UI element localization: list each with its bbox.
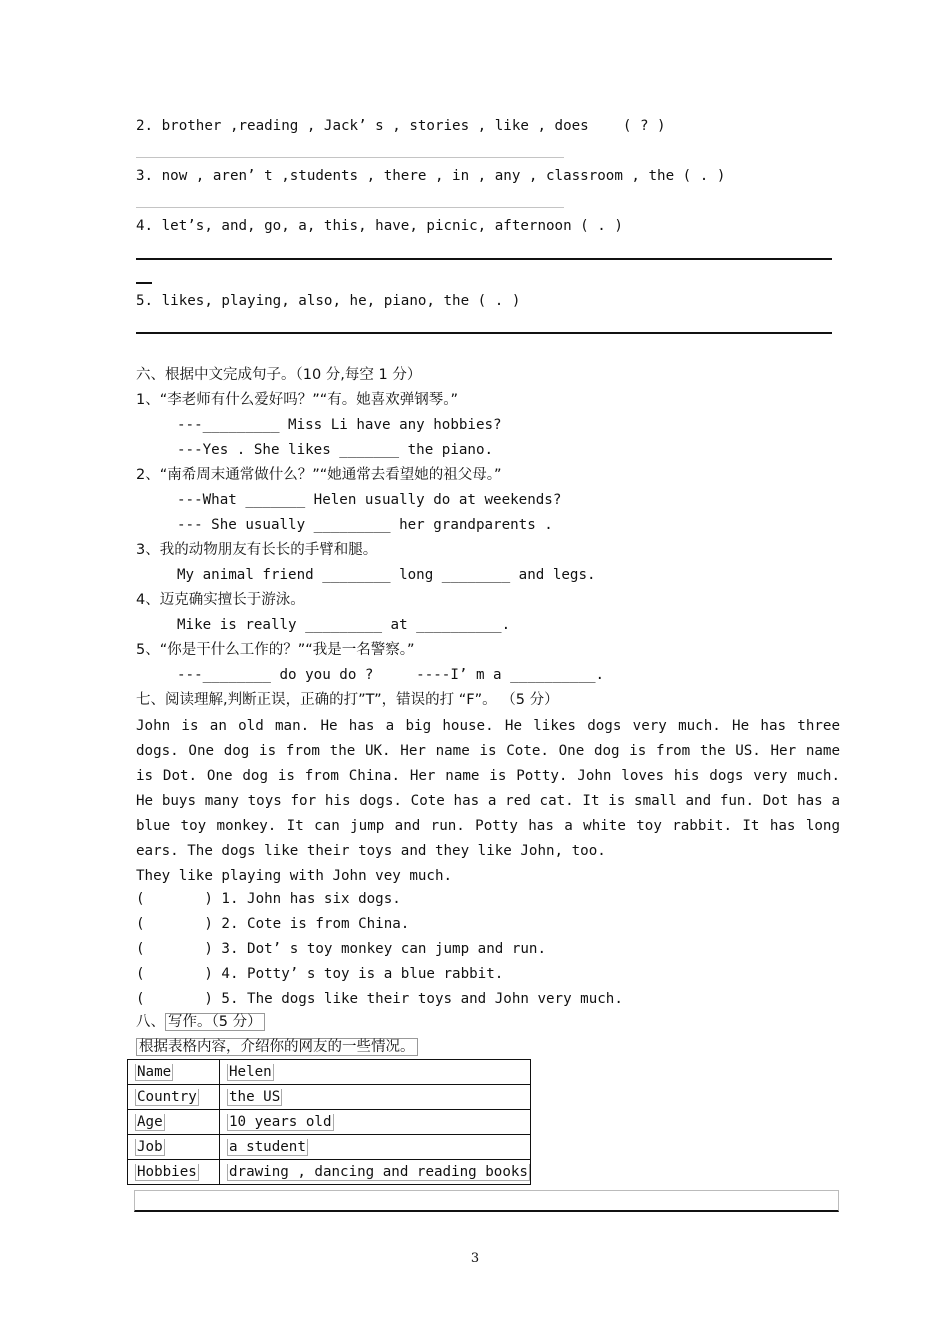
q2-line2: --- She usually _________ her grandparents . xyxy=(177,517,553,533)
table-row xyxy=(128,1110,531,1135)
value-text: Helen xyxy=(229,1064,272,1080)
section8-heading: 写作。（5 分） xyxy=(165,1013,265,1031)
table-key xyxy=(128,1060,220,1085)
section8-number: 八、 xyxy=(136,1014,165,1030)
table-key xyxy=(128,1160,220,1185)
tf-question-2: ( ) 2. Cote is from China. xyxy=(136,916,410,932)
answer-line-4 xyxy=(136,258,832,260)
q1-line1: ---_________ Miss Li have any hobbies? xyxy=(177,417,502,433)
table-row xyxy=(128,1085,531,1110)
q3-chinese: 3、我的动物朋友有长长的手臂和腿。 xyxy=(136,542,378,558)
section8-title xyxy=(136,1012,265,1032)
sentence-item-2: 2. brother ,reading , Jack’ s , stories , like , does ( ? ) xyxy=(136,118,666,134)
sentence-item-5: 5. likes, playing, also, he, piano, the ( . ) xyxy=(136,293,521,309)
section6-title: 六、根据中文完成句子。（10 分,每空 1 分） xyxy=(136,367,422,383)
q3-line1: My animal friend ________ long ________ and legs. xyxy=(177,567,596,583)
section8-instruction xyxy=(136,1037,418,1057)
q5-line1: ---________ do you do ? ----I’ m a __________. xyxy=(177,667,605,683)
sentence-item-4: 4. let’s, and, go, a, this, have, picnic, afternoon ( . ) xyxy=(136,218,623,234)
answer-line-3 xyxy=(136,207,564,208)
sentence-item-3: 3. now , aren’ t ,students , there , in , any , classroom , the ( . ) xyxy=(136,168,726,184)
key-text: Name xyxy=(137,1064,172,1080)
answer-line-5 xyxy=(136,332,832,334)
q1-chinese: 1、“李老师有什么爱好吗？”“有。她喜欢弹钢琴。” xyxy=(136,392,459,408)
reading-passage xyxy=(136,714,840,889)
value-text: the US xyxy=(229,1089,281,1105)
answer-line-2 xyxy=(136,157,564,158)
q4-chinese: 4、迈克确实擅长于游泳。 xyxy=(136,592,305,608)
q2-line1: ---What _______ Helen usually do at weekends? xyxy=(177,492,562,508)
tf-question-1: ( ) 1. John has six dogs. xyxy=(136,891,401,907)
value-text: drawing , dancing and reading books xyxy=(229,1164,528,1180)
table-key xyxy=(128,1085,220,1110)
table-key xyxy=(128,1110,220,1135)
tf-question-3: ( ) 3. Dot’ s toy monkey can jump and run. xyxy=(136,941,546,957)
table-value xyxy=(220,1110,531,1135)
value-text: a student xyxy=(229,1139,306,1155)
tf-question-4: ( ) 4. Potty’ s toy is a blue rabbit. xyxy=(136,966,504,982)
passage-body: John is an old man. He has a big house. He likes dogs very much. He has three dogs. One dog is from the UK. Her name is Cote. One dog is from the US. Her name is Dot. One dog is from China. Her name is Potty. John loves his dogs very much. He buys many toys for his dogs. Cote has a red cat. It is small and fun. Dot has a blue toy monkey. It can jump and run. Potty has a white toy rabbit. It has long ears. The dogs like their toys and they like John, too. xyxy=(136,718,840,859)
key-text: Hobbies xyxy=(137,1164,197,1180)
key-text: Job xyxy=(137,1139,163,1155)
answer-line-4-overflow xyxy=(136,282,152,284)
table-value xyxy=(220,1160,531,1185)
table-row xyxy=(128,1135,531,1160)
passage-last-line: They like playing with John vey much. xyxy=(136,868,453,884)
key-text: Country xyxy=(137,1089,197,1105)
table-row xyxy=(128,1060,531,1085)
table-value xyxy=(220,1085,531,1110)
writing-answer-area[interactable] xyxy=(134,1190,839,1212)
page-number: 3 xyxy=(470,1251,480,1266)
value-text: 10 years old xyxy=(229,1114,332,1130)
penfriend-info-table xyxy=(127,1059,531,1185)
q5-chinese: 5、“你是干什么工作的？”“我是一名警察。” xyxy=(136,642,415,658)
q1-line2: ---Yes . She likes _______ the piano. xyxy=(177,442,494,458)
table-value xyxy=(220,1135,531,1160)
instruction-text: 根据表格内容，介绍你的网友的一些情况。 xyxy=(136,1038,418,1056)
tf-question-5: ( ) 5. The dogs like their toys and John very much. xyxy=(136,991,623,1007)
table-row xyxy=(128,1160,531,1185)
table-key xyxy=(128,1135,220,1160)
section7-title: 七、阅读理解,判断正误，正确的打”T”，错误的打 “F”。 （5 分） xyxy=(136,692,559,708)
key-text: Age xyxy=(137,1114,163,1130)
table-value xyxy=(220,1060,531,1085)
q4-line1: Mike is really _________ at __________. xyxy=(177,617,511,633)
q2-chinese: 2、“南希周末通常做什么？”“她通常去看望她的祖父母。” xyxy=(136,467,502,483)
